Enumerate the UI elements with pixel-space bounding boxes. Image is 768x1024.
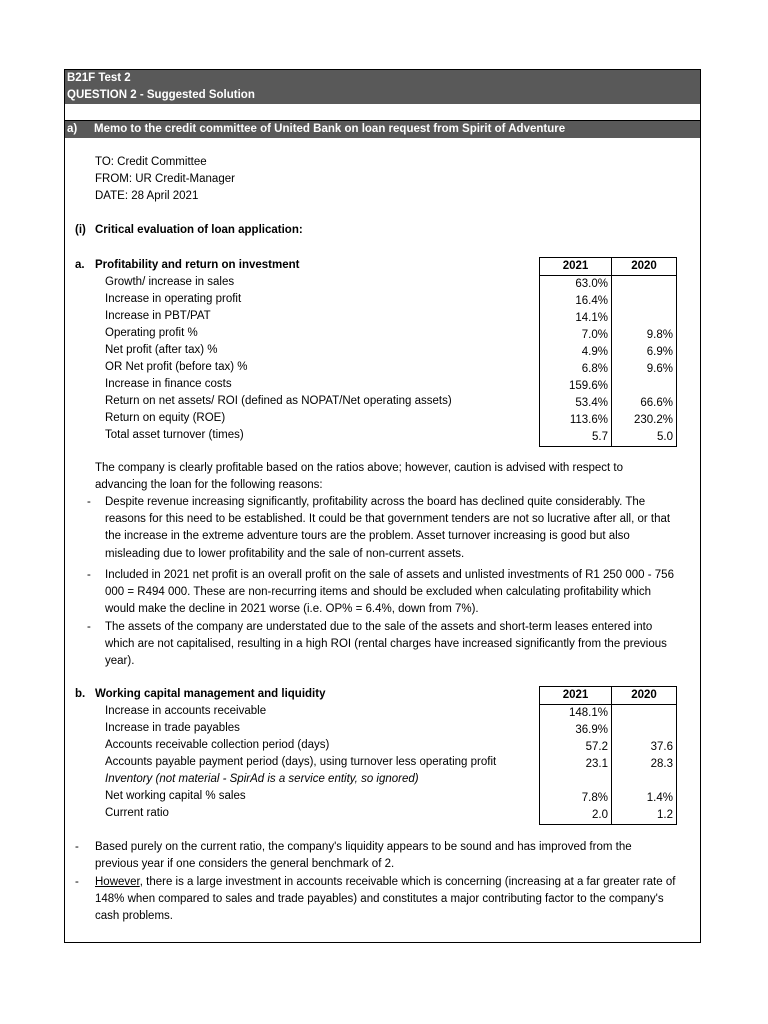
table-row (540, 293, 677, 310)
section-a-header (65, 121, 700, 138)
value-2020 (612, 722, 677, 739)
memo-to: TO: Credit Committee (95, 156, 207, 168)
document-frame (64, 69, 701, 943)
value-2021: 23.1 (540, 756, 612, 773)
ratio-label: Increase in PBT/PAT (105, 310, 211, 322)
table-row (540, 361, 677, 378)
col-2021-header: 2021 (540, 258, 612, 276)
table-row (540, 378, 677, 395)
bullet-dash: - (75, 876, 79, 888)
table-header-row (540, 258, 677, 276)
value-2021: 57.2 (540, 739, 612, 756)
ratio-label: Accounts receivable collection period (days) (105, 739, 330, 751)
ratio-label: Increase in trade payables (105, 722, 240, 734)
bullet-dash: - (75, 841, 79, 853)
ratio-label: Inventory (not material - SpirAd is a service entity, so ignored) (105, 773, 419, 785)
value-2021: 36.9% (540, 722, 612, 739)
working-capital-bullet-1: Based purely on the current ratio, the company's liquidity appears to be sound and has improved from the previous year if one considers the general benchmark of 2. (95, 841, 632, 871)
value-2020: 5.0 (612, 429, 677, 447)
ratio-label: Total asset turnover (times) (105, 429, 244, 441)
profitability-label: a. (75, 259, 85, 271)
working-capital-bullet-2 (95, 874, 677, 926)
value-2021: 53.4% (540, 395, 612, 412)
value-2021: 63.0% (540, 276, 612, 294)
memo-from: FROM: UR Credit-Manager (95, 173, 235, 185)
table-row (540, 790, 677, 807)
table-row (540, 344, 677, 361)
ratio-label: Current ratio (105, 807, 169, 819)
table-row (540, 327, 677, 344)
working-capital-table (539, 686, 677, 825)
value-2020 (612, 293, 677, 310)
profitability-title: Profitability and return on investment (95, 259, 300, 271)
bullet-2-text: , there is a large investment in accounts receivable which is concerning (increasing at a far greater rate of 148% when compared to sales and trade payables) and constitutes a major contributing factor to the company's cash problems. (95, 876, 676, 923)
working-capital-title: Working capital management and liquidity (95, 688, 326, 700)
table-row (540, 395, 677, 412)
table-row (540, 773, 677, 790)
value-2020 (612, 378, 677, 395)
table-row (540, 722, 677, 739)
ratio-label: Return on equity (ROE) (105, 412, 226, 424)
value-2020: 9.6% (612, 361, 677, 378)
value-2021: 7.0% (540, 327, 612, 344)
ratio-label: Return on net assets/ ROI (defined as NOPAT/Net operating assets) (105, 395, 452, 407)
table-row (540, 739, 677, 756)
profitability-table (539, 257, 677, 447)
ratio-label: Increase in accounts receivable (105, 705, 267, 717)
col-2020-header: 2020 (612, 258, 677, 276)
value-2021: 2.0 (540, 807, 612, 825)
table-row (540, 429, 677, 447)
profitability-intro: The company is clearly profitable based on the ratios above; however, caution is advised with respect to advancing the loan for the following reasons: (95, 462, 624, 492)
value-2020: 9.8% (612, 327, 677, 344)
value-2021: 4.9% (540, 344, 612, 361)
value-2021: 113.6% (540, 412, 612, 429)
value-2020: 230.2% (612, 412, 677, 429)
value-2020: 28.3 (612, 756, 677, 773)
value-2021: 5.7 (540, 429, 612, 447)
bullet-dash: - (87, 496, 91, 508)
ratio-label: OR Net profit (before tax) % (105, 361, 248, 373)
section-a-title: Memo to the credit committee of United Bank on loan request from Spirit of Adventure (94, 123, 566, 135)
col-2021-header: 2021 (540, 687, 612, 705)
table-row (540, 756, 677, 773)
table-row (540, 276, 677, 294)
doc-header-line1: B21F Test 2 (65, 70, 700, 87)
value-2021: 6.8% (540, 361, 612, 378)
ratio-label: Net profit (after tax) % (105, 344, 218, 356)
part-i-title: Critical evaluation of loan application: (95, 224, 303, 236)
however-emphasis: However (95, 876, 140, 888)
bullet-dash: - (87, 621, 91, 633)
table-header-row (540, 687, 677, 705)
ratio-label: Growth/ increase in sales (105, 276, 235, 288)
ratio-label: Net working capital % sales (105, 790, 246, 802)
table-row (540, 412, 677, 429)
table-row (540, 310, 677, 327)
value-2020: 6.9% (612, 344, 677, 361)
profitability-bullet-3: The assets of the company are understated due to the sale of the assets and short-term leases entered into which are not capitalised, resulting in a high ROI (rental charges have increased significantly from the previous year). (105, 621, 667, 668)
value-2021 (540, 773, 612, 790)
value-2020: 37.6 (612, 739, 677, 756)
memo-date: DATE: 28 April 2021 (95, 190, 199, 202)
table-row (540, 807, 677, 825)
profitability-bullet-1: Despite revenue increasing significantly, profitability across the board has declined quite considerably. The reasons for this need to be established. It could be that government tenders are not so lucrative after all, or that the increase in the extreme adventure tours are the problem. Asset turnover increasing is good but also misleading due to lower profitability and the sale of non-current assets. (105, 496, 671, 560)
value-2020: 1.2 (612, 807, 677, 825)
part-i-label: (i) (75, 224, 86, 236)
value-2021: 159.6% (540, 378, 612, 395)
col-2020-header: 2020 (612, 687, 677, 705)
value-2021: 148.1% (540, 705, 612, 723)
value-2020: 66.6% (612, 395, 677, 412)
working-capital-label: b. (75, 688, 86, 700)
value-2020 (612, 310, 677, 327)
ratio-label: Accounts payable payment period (days), using turnover less operating profit (105, 756, 497, 768)
ratio-label: Operating profit % (105, 327, 198, 339)
bullet-dash: - (87, 569, 91, 581)
value-2021: 7.8% (540, 790, 612, 807)
ratio-label: Increase in operating profit (105, 293, 242, 305)
value-2021: 16.4% (540, 293, 612, 310)
value-2020 (612, 705, 677, 723)
value-2020 (612, 773, 677, 790)
value-2020 (612, 276, 677, 294)
ratio-label: Increase in finance costs (105, 378, 232, 390)
value-2020: 1.4% (612, 790, 677, 807)
section-a-label: a) (67, 123, 78, 135)
doc-header-line2: QUESTION 2 - Suggested Solution (65, 87, 700, 104)
table-row (540, 705, 677, 723)
profitability-bullet-2: Included in 2021 net profit is an overall profit on the sale of assets and unlisted investments of R1 250 000 - 756 000 = R494 000. These are non-recurring items and should be excluded when calculating profitability which would make the decline in 2021 worse (i.e. OP% = 6.4%, down from 7%). (105, 569, 674, 616)
value-2021: 14.1% (540, 310, 612, 327)
